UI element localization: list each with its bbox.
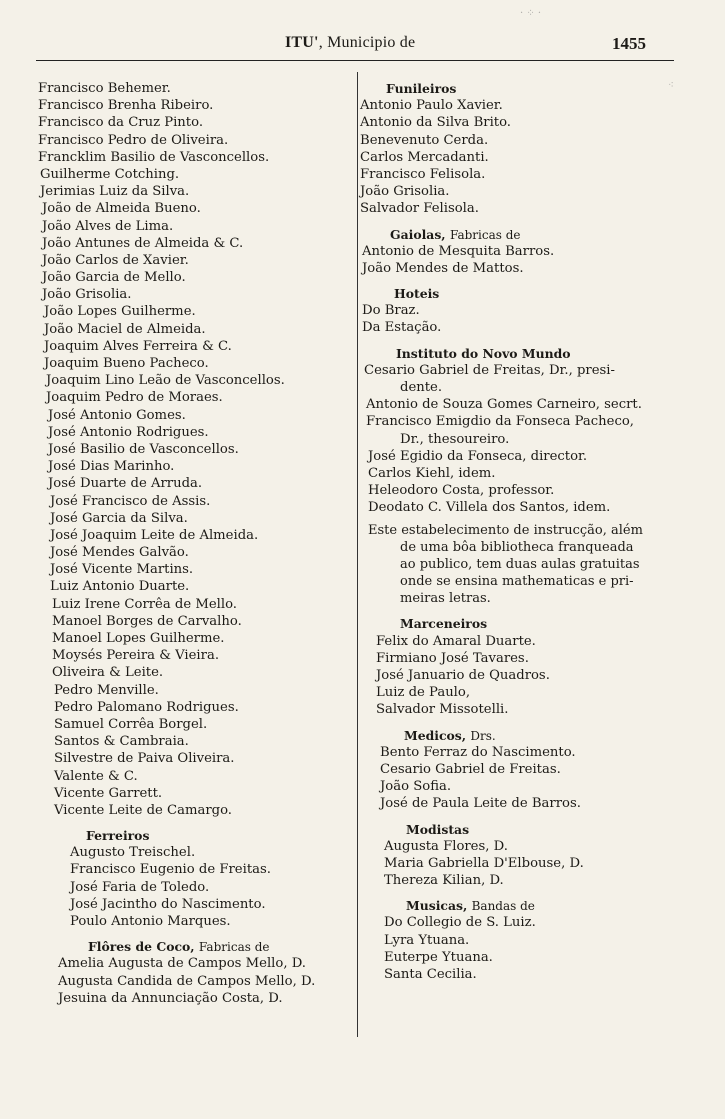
list-item: Benevenuto Cerda. xyxy=(360,132,489,148)
list-item: Carlos Mercadanti. xyxy=(360,149,489,165)
list-item: Augusta Flores, D. xyxy=(384,838,508,854)
paper-speckle: ⁖ xyxy=(668,80,674,91)
list-item: João Sofia. xyxy=(380,779,452,795)
list-item: Santos & Cambraia. xyxy=(54,734,189,750)
list-item: Felix do Amaral Duarte. xyxy=(376,633,536,649)
running-title-rest: , Municipio de xyxy=(318,34,416,51)
list-item: Da Estação. xyxy=(362,320,442,336)
list-item: Manoel Borges de Carvalho. xyxy=(52,613,242,629)
institute-note-line: ao publico, tem duas aulas gratuitas xyxy=(400,556,640,572)
list-item: José Mendes Galvão. xyxy=(50,545,189,561)
section-heading-medicos xyxy=(360,727,690,744)
list-item: Silvestre de Paiva Oliveira. xyxy=(54,751,235,767)
section-heading-modistas: Modistas xyxy=(406,821,470,837)
list-item: Francisco Eugenio de Freitas. xyxy=(70,862,271,878)
list-item: Francisco Emigdio da Fonseca Pacheco, xyxy=(366,414,634,430)
left-column xyxy=(38,80,353,1007)
column-divider xyxy=(357,72,358,1037)
institute-note-line: Este estabelecimento de instrucção, além xyxy=(368,522,643,538)
list-item: Francisco Brenha Ribeiro. xyxy=(38,98,214,114)
section-gap xyxy=(360,813,690,821)
institute-note-line: meiras letras. xyxy=(400,591,491,607)
list-item: Salvador Missotelli. xyxy=(376,702,509,718)
list-item: Heleodoro Costa, professor. xyxy=(368,483,555,499)
list-item: José de Paula Leite de Barros. xyxy=(380,796,581,812)
list-item: Cesario Gabriel de Freitas, Dr., presi- xyxy=(364,362,615,378)
list-item: Francisco Felisola. xyxy=(360,166,486,182)
section-heading-funileiros: Funileiros xyxy=(386,81,457,96)
section-gap xyxy=(360,889,690,897)
list-item: José Basilio de Vasconcellos. xyxy=(48,441,239,457)
section-heading-instituto: Instituto do Novo Mundo xyxy=(396,345,571,361)
list-item: João de Almeida Bueno. xyxy=(42,201,201,217)
list-item: José Francisco de Assis. xyxy=(50,493,211,509)
section-gap xyxy=(360,277,690,285)
list-item: José Antonio Gomes. xyxy=(48,407,186,423)
list-item: Valente & C. xyxy=(54,768,138,784)
list-item: Carlos Kiehl, idem. xyxy=(368,465,496,481)
list-item-continuation: dente. xyxy=(400,380,443,395)
list-item: Cesario Gabriel de Freitas. xyxy=(380,761,561,777)
list-item: Luiz de Paulo, xyxy=(376,685,471,701)
list-item: Augusta Candida de Campos Mello, D. xyxy=(58,973,316,989)
list-item: Deodato C. Villela dos Santos, idem. xyxy=(368,500,611,516)
institute-note-line: de uma bôa bibliotheca franqueada xyxy=(400,539,634,555)
institute-note-line: onde se ensina mathematicas e pri- xyxy=(400,574,634,590)
list-item: João Mendes de Mattos. xyxy=(362,260,524,276)
list-item: Manoel Lopes Guilherme. xyxy=(52,631,225,646)
list-item: Antonio de Mesquita Barros. xyxy=(362,243,555,259)
list-item: Guilherme Cotching. xyxy=(40,166,180,182)
list-item: Francisco da Cruz Pinto. xyxy=(38,115,204,131)
list-item: José Joaquim Leite de Almeida. xyxy=(50,527,259,543)
header-rule xyxy=(36,60,674,61)
list-item: Pedro Menville. xyxy=(54,682,159,698)
list-item: Lyra Ytuana. xyxy=(384,932,470,948)
list-item: Antonio de Souza Gomes Carneiro, secrt. xyxy=(366,397,642,413)
list-item: João Maciel de Almeida. xyxy=(44,321,206,337)
paper-speckle: · ⁘ · xyxy=(520,8,542,19)
list-item: Luiz Irene Corrêa de Mello. xyxy=(52,596,237,612)
section-heading-flores-suffix: Fabricas de xyxy=(198,940,270,955)
running-title xyxy=(285,34,415,52)
list-item: Francklim Basilio de Vasconcellos. xyxy=(38,149,270,165)
list-item: José Garcia da Silva. xyxy=(50,510,188,526)
section-heading-gaiolas-title: Gaiolas, xyxy=(390,226,446,242)
list-item: José Jacintho do Nascimento. xyxy=(70,896,266,912)
list-item: Thereza Kilian, D. xyxy=(384,873,504,889)
list-item: Vicente Garrett. xyxy=(54,785,163,801)
list-item: Moysés Pereira & Vieira. xyxy=(52,648,220,664)
list-item: Salvador Felisola. xyxy=(360,201,479,217)
list-item: Francisco Pedro de Oliveira. xyxy=(38,132,229,148)
section-heading-flores xyxy=(38,938,353,955)
list-item: José Januario de Quadros. xyxy=(376,668,550,683)
list-item: Oliveira & Leite. xyxy=(52,665,164,681)
list-item: José Dias Marinho. xyxy=(48,459,175,475)
list-item: Pedro Palomano Rodrigues. xyxy=(54,699,239,715)
list-item: José Duarte de Arruda. xyxy=(48,476,203,492)
list-item: Joaquim Alves Ferreira & C. xyxy=(44,338,232,354)
section-gap xyxy=(360,218,690,226)
section-heading-musicas-title: Musicas, xyxy=(406,898,468,914)
list-item: Luiz Antonio Duarte. xyxy=(50,579,190,595)
page-number: 1455 xyxy=(612,34,646,53)
list-item: João Grisolia. xyxy=(42,287,132,303)
section-gap xyxy=(38,930,353,938)
list-item: Santa Cecilia. xyxy=(384,967,477,982)
section-gap xyxy=(360,607,690,615)
list-item: Vicente Leite de Camargo. xyxy=(54,802,232,818)
list-item: Joaquim Lino Leão de Vasconcellos. xyxy=(46,373,285,389)
section-heading-ferreiros: Ferreiros xyxy=(86,828,150,844)
section-heading-flores-title: Flôres de Coco, xyxy=(88,939,195,955)
list-item: Francisco Behemer. xyxy=(38,81,171,96)
list-item: Samuel Corrêa Borgel. xyxy=(54,716,208,732)
list-item: Amelia Augusta de Campos Mello, D. xyxy=(58,956,306,972)
list-item: João Grisolia. xyxy=(360,184,450,200)
list-item: Poulo Antonio Marques. xyxy=(70,914,231,929)
list-item: Firmiano José Tavares. xyxy=(376,650,529,666)
section-gap xyxy=(360,719,690,727)
list-item: Maria Gabriella D'Elbouse, D. xyxy=(384,855,584,871)
section-heading-medicos-suffix: Drs. xyxy=(470,728,496,743)
list-item: João Lopes Guilherme. xyxy=(44,304,196,320)
running-title-town: ITU' xyxy=(285,34,319,51)
section-heading-musicas xyxy=(360,897,690,914)
list-item: Do Collegio de S. Luiz. xyxy=(384,915,536,931)
list-item: Joaquim Pedro de Moraes. xyxy=(46,390,223,406)
right-column xyxy=(360,80,690,983)
list-item: Do Braz. xyxy=(362,303,420,319)
section-gap xyxy=(360,337,690,345)
list-item: Antonio Paulo Xavier. xyxy=(360,98,503,114)
list-item: José Egidio da Fonseca, director. xyxy=(368,448,588,464)
list-item: João Carlos de Xavier. xyxy=(42,252,189,268)
section-heading-medicos-title: Medicos, xyxy=(404,727,467,743)
page-header xyxy=(0,34,725,58)
list-item: Augusto Treischel. xyxy=(70,845,196,861)
section-heading-hoteis: Hoteis xyxy=(394,286,440,302)
section-gap xyxy=(38,819,353,827)
list-item: Euterpe Ytuana. xyxy=(384,949,493,965)
list-item: Jesuina da Annunciação Costa, D. xyxy=(58,990,283,1006)
section-heading-gaiolas-suffix: Fabricas de xyxy=(449,227,521,242)
list-item: João Antunes de Almeida & C. xyxy=(42,235,244,251)
list-item: Jerimias Luiz da Silva. xyxy=(40,184,190,200)
list-item-continuation: Dr., thesoureiro. xyxy=(400,431,510,447)
list-item: José Faria de Toledo. xyxy=(70,879,210,895)
list-item: José Antonio Rodrigues. xyxy=(48,424,209,440)
section-heading-gaiolas xyxy=(360,226,690,243)
list-item: João Alves de Lima. xyxy=(42,218,174,234)
list-item: José Vicente Martins. xyxy=(50,562,194,578)
list-item: Joaquim Bueno Pacheco. xyxy=(44,356,209,371)
list-item: João Garcia de Mello. xyxy=(42,270,186,286)
list-item: Antonio da Silva Brito. xyxy=(360,115,511,131)
list-item: Bento Ferraz do Nascimento. xyxy=(380,744,576,760)
section-heading-musicas-suffix: Bandas de xyxy=(471,899,535,914)
section-heading-marceneiros: Marceneiros xyxy=(400,616,488,632)
